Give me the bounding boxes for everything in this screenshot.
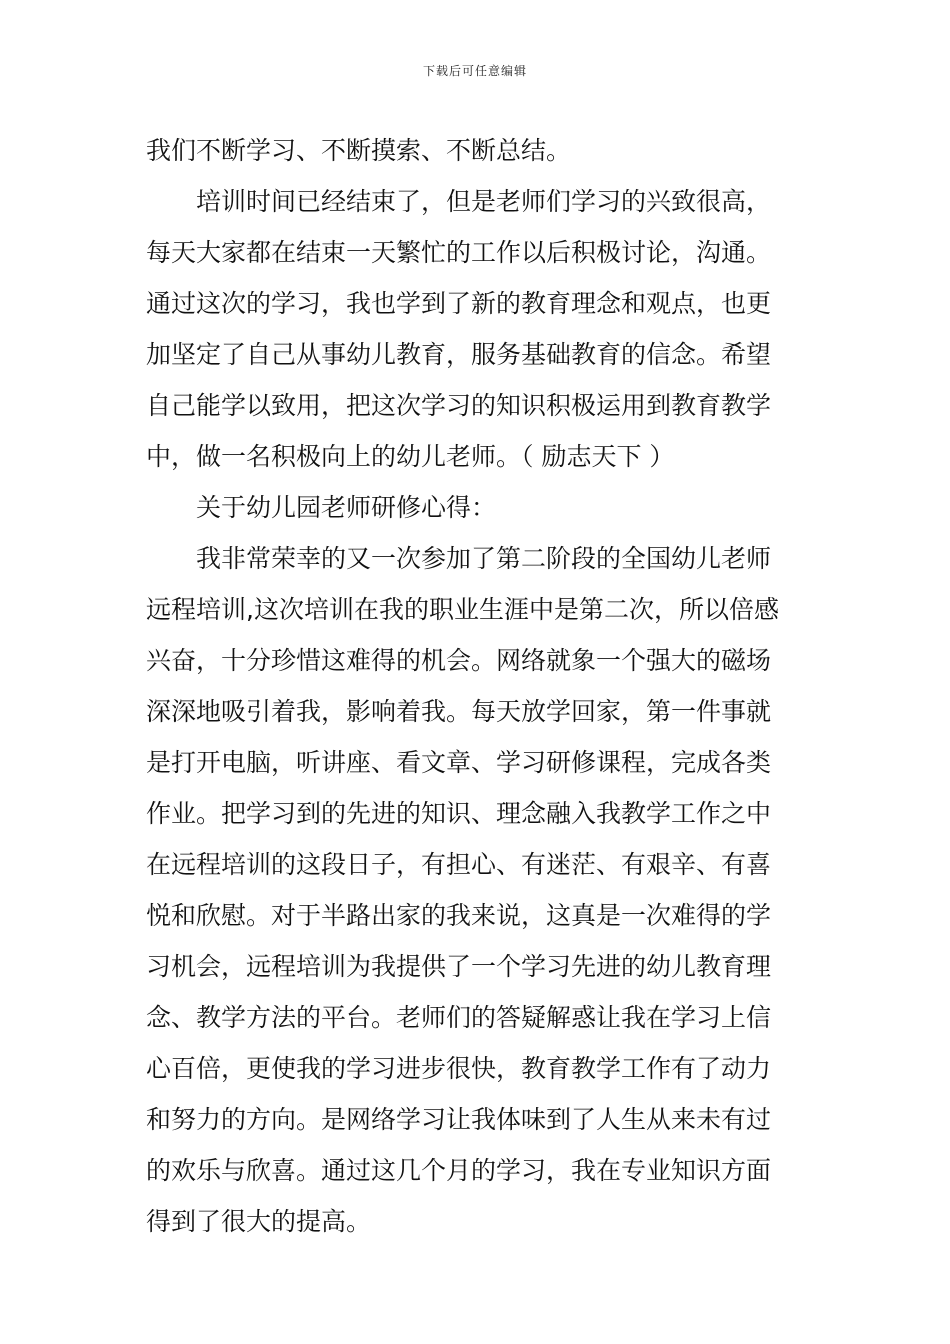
text-line: 在远程培训的这段日子，有担心、有迷茫、有艰辛、有喜 (146, 850, 772, 879)
text-line: 中，做一名积极向上的幼儿老师。（ 励志天下 ） (146, 442, 675, 471)
text-line: 作业。把学习到的先进的知识、理念融入我教学工作之中 (146, 799, 772, 828)
document-body (146, 125, 810, 1247)
text-line: 和努力的方向。是网络学习让我体味到了人生从来未有过 (146, 1105, 772, 1134)
text-line: 是打开电脑，听讲座、看文章、学习研修课程，完成各类 (146, 748, 772, 777)
section-heading: 关于幼儿园老师研修心得： (196, 493, 497, 522)
text-line: 我们不断学习、不断摸索、不断总结。 (146, 136, 572, 165)
text-line: 心百倍，更使我的学习进步很快，教育教学工作有了动力 (146, 1054, 772, 1083)
text-line: 悦和欣慰。对于半路出家的我来说，这真是一次难得的学 (146, 901, 772, 930)
text-line: 习机会，远程培训为我提供了一个学习先进的幼儿教育理 (146, 952, 772, 981)
paragraph-first-line: 培训时间已经结束了，但是老师们学习的兴致很高， (196, 187, 772, 216)
text-line: 通过这次的学习，我也学到了新的教育理念和观点，也更 (146, 289, 772, 318)
text-line: 得到了很大的提高。 (146, 1207, 372, 1236)
text-line: 加坚定了自己从事幼儿教育，服务基础教育的信念。希望 (146, 340, 772, 369)
text-line: 深深地吸引着我，影响着我。每天放学回家，第一件事就 (146, 697, 772, 726)
text-line: 每天大家都在结束一天繁忙的工作以后积极讨论，沟通。 (146, 238, 772, 267)
text-line: 念、教学方法的平台。老师们的答疑解惑让我在学习上信 (146, 1003, 772, 1032)
text-line: 远程培训,这次培训在我的职业生涯中是第二次，所以倍感 (146, 595, 779, 624)
text-line: 自己能学以致用，把这次学习的知识积极运用到教育教学 (146, 391, 772, 420)
paragraph-first-line: 我非常荣幸的又一次参加了第二阶段的全国幼儿老师 (196, 544, 772, 573)
page-header: 下载后可任意编辑 (422, 64, 527, 78)
text-line: 的欢乐与欣喜。通过这几个月的学习，我在专业知识方面 (146, 1156, 772, 1185)
text-line: 兴奋，十分珍惜这难得的机会。网络就象一个强大的磁场 (146, 646, 772, 675)
